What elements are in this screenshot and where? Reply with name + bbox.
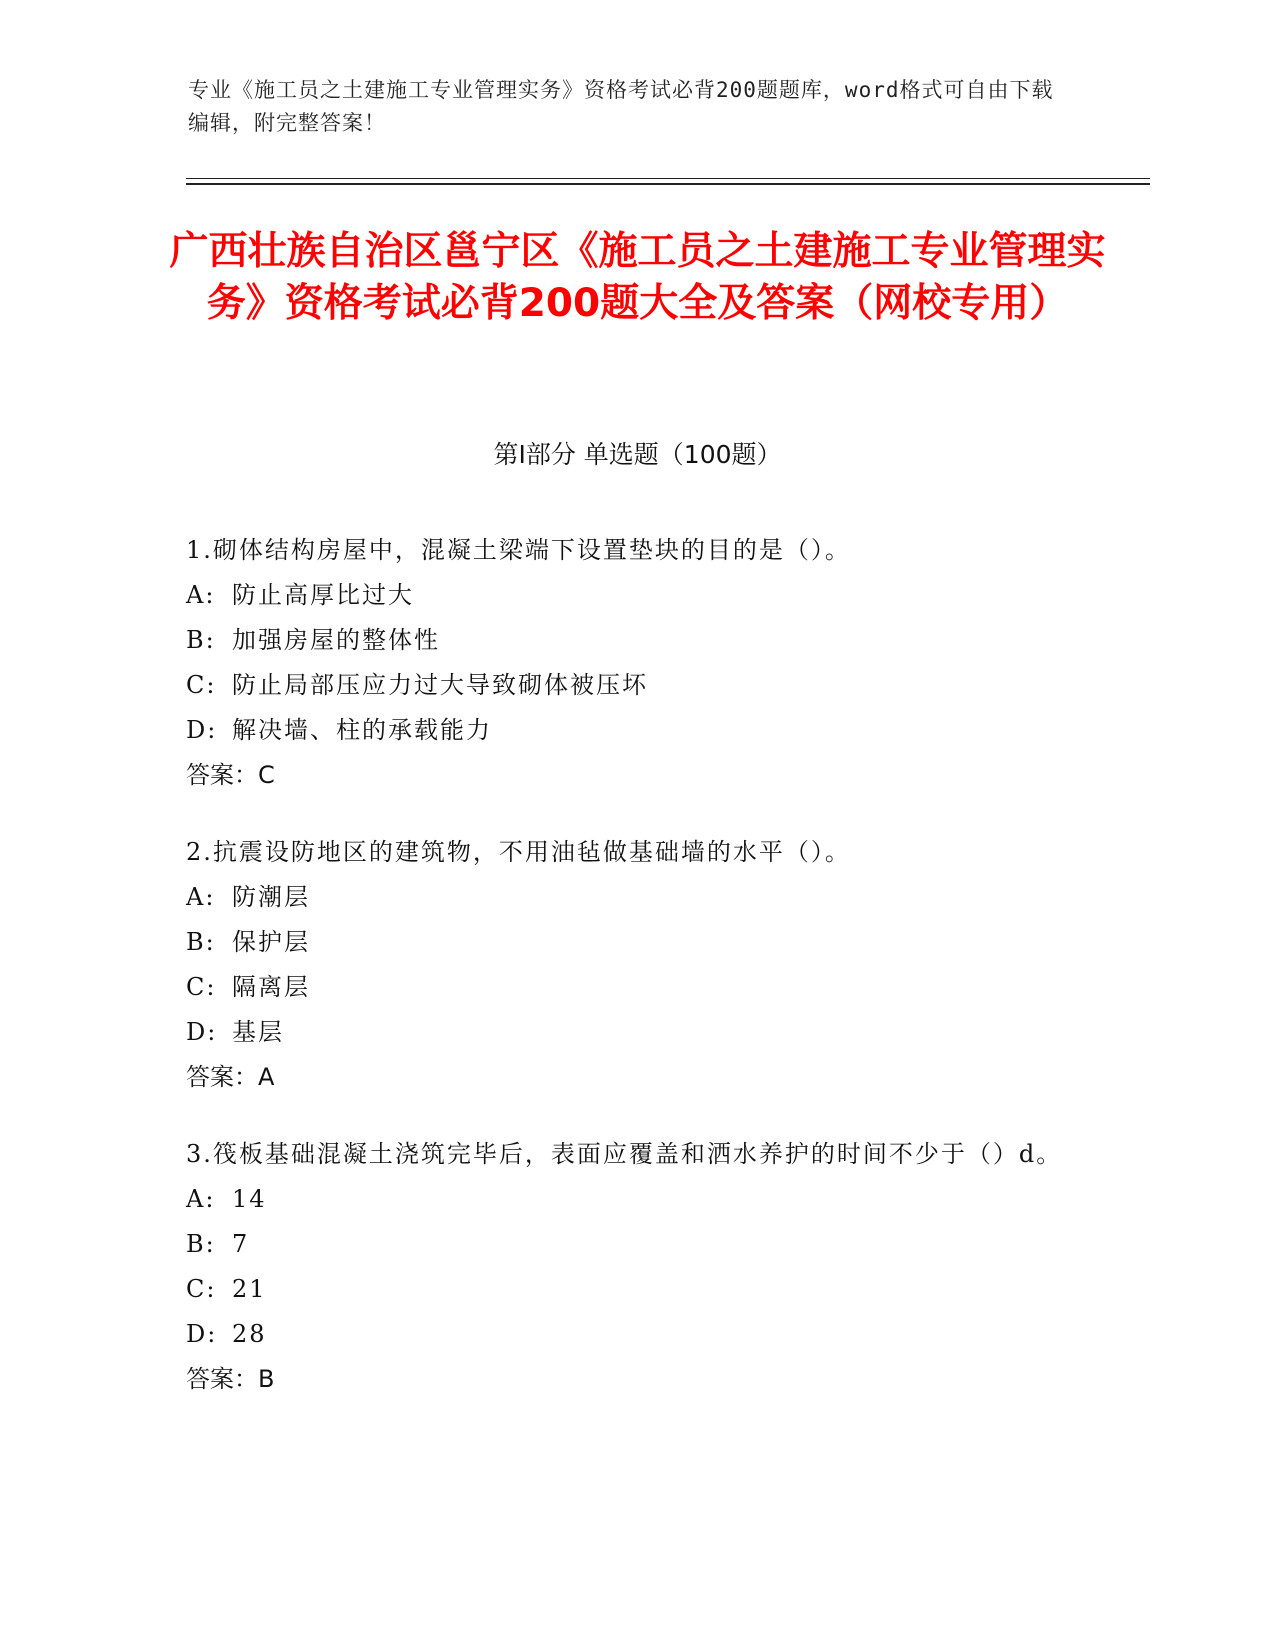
option-text: 解决墙、柱的承载能力 (232, 716, 492, 744)
option-key: D: (186, 1320, 218, 1348)
answer-value: B (258, 1365, 275, 1393)
option-text: 防潮层 (232, 883, 310, 911)
question-2 (186, 830, 1086, 1100)
question-list (186, 528, 1086, 1434)
option-text: 防止高厚比过大 (232, 581, 414, 609)
answer-line (186, 1055, 1086, 1100)
option-text: 保护层 (232, 928, 310, 956)
question-stem: 3.筏板基础混凝土浇筑完毕后，表面应覆盖和洒水养护的时间不少于（）d。 (186, 1140, 1063, 1168)
answer-prefix: 答案： (186, 1365, 258, 1393)
header-divider-thick (186, 183, 1150, 185)
option-a (186, 573, 1086, 618)
option-text: 28 (232, 1320, 267, 1348)
option-text: 基层 (232, 1018, 284, 1046)
option-key: D: (186, 1018, 218, 1046)
option-key: C: (186, 671, 217, 699)
option-c (186, 663, 1086, 708)
option-key: A: (186, 883, 216, 911)
option-text: 隔离层 (232, 973, 310, 1001)
option-d (186, 1010, 1086, 1055)
option-c (186, 1267, 1086, 1312)
option-key: B: (186, 1230, 216, 1258)
option-key: A: (186, 1185, 216, 1213)
option-b (186, 1222, 1086, 1267)
option-key: C: (186, 1275, 217, 1303)
option-key: D: (186, 716, 218, 744)
answer-prefix: 答案： (186, 1063, 258, 1091)
question-stem: 2.抗震设防地区的建筑物，不用油毡做基础墙的水平（）。 (186, 838, 851, 866)
header-note: 专业《施工员之土建施工专业管理实务》资格考试必背200题题库，word格式可自由下载编辑，附完整答案！ (188, 78, 1054, 135)
option-key: A: (186, 581, 216, 609)
option-a (186, 875, 1086, 920)
option-text: 21 (232, 1275, 267, 1303)
answer-line (186, 753, 1086, 798)
option-c (186, 965, 1086, 1010)
answer-value: A (258, 1063, 275, 1091)
header-divider-thin (186, 178, 1150, 179)
option-b (186, 618, 1086, 663)
option-text: 防止局部压应力过大导致砌体被压坏 (232, 671, 648, 699)
option-text: 7 (232, 1230, 250, 1258)
question-3 (186, 1132, 1086, 1402)
option-text: 14 (232, 1185, 267, 1213)
option-key: C: (186, 973, 217, 1001)
option-b (186, 920, 1086, 965)
option-key: B: (186, 626, 216, 654)
answer-line (186, 1357, 1086, 1402)
option-d (186, 708, 1086, 753)
option-key: B: (186, 928, 216, 956)
question-1 (186, 528, 1086, 798)
answer-prefix: 答案： (186, 761, 258, 789)
option-text: 加强房屋的整体性 (232, 626, 440, 654)
question-stem: 1.砌体结构房屋中，混凝土梁端下设置垫块的目的是（）。 (186, 536, 851, 564)
answer-value: C (258, 761, 275, 789)
option-d (186, 1312, 1086, 1357)
section-title: 第Ⅰ部分 单选题（100题） (493, 440, 782, 469)
option-a (186, 1177, 1086, 1222)
document-title: 广西壮族自治区邕宁区《施工员之土建施工专业管理实务》资格考试必背200题大全及答案（网校专用） (169, 229, 1106, 326)
